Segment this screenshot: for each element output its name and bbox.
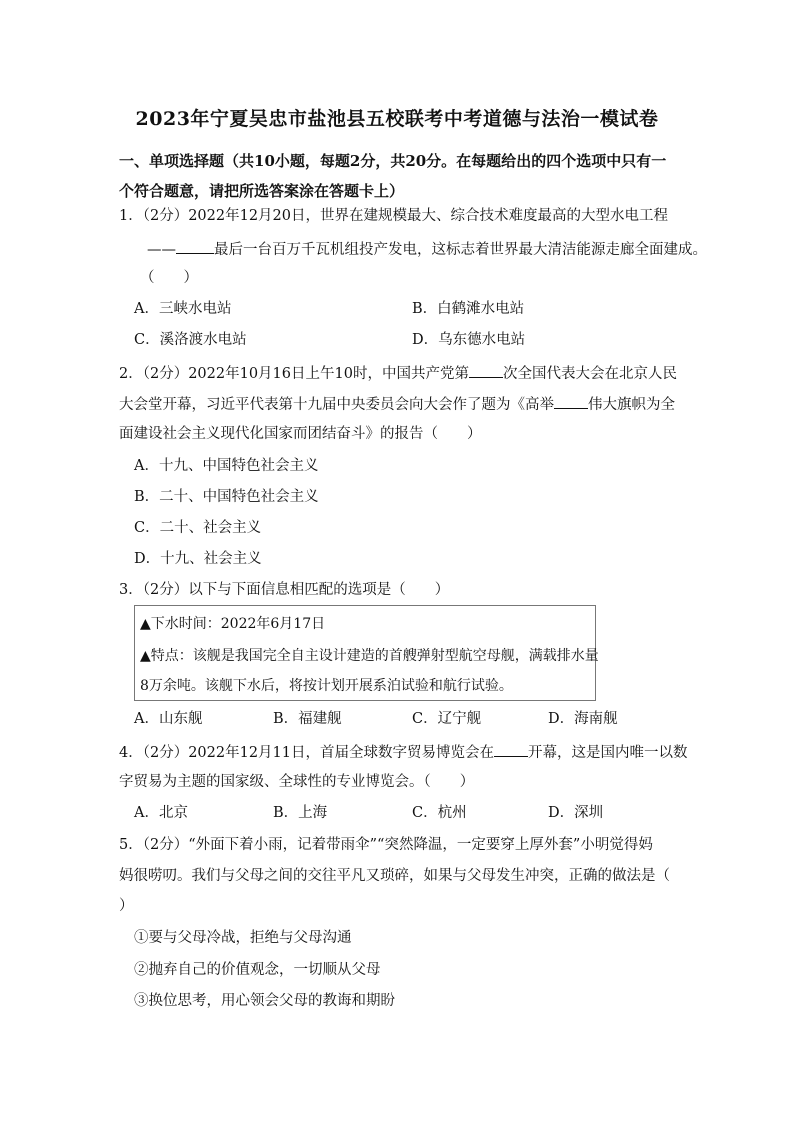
q4-blank xyxy=(494,741,528,757)
q1-line-3: （ ） xyxy=(140,270,198,286)
q2-option-d[interactable]: D．十九、社会主义 xyxy=(134,551,262,567)
q4-option-a[interactable]: A．北京 xyxy=(134,805,188,821)
q4-line-1-text-a: 4．（2分）2022年12月11日，首届全球数字贸易博览会在 xyxy=(119,745,495,761)
q5-line-3: ） xyxy=(119,898,134,914)
q2-line-3: 面建设社会主义现代化国家而团结奋斗》的报告（ ） xyxy=(119,426,482,442)
q1-line-2 xyxy=(147,238,707,260)
q1-option-b[interactable]: B．白鹤滩水电站 xyxy=(412,301,525,317)
q1-line-1: 1．（2分）2022年12月20日，世界在建规模最大、综合技术难度最高的大型水电工程 xyxy=(119,208,669,224)
q4-line-2: 字贸易为主题的国家级、全球性的专业博览会。（ ） xyxy=(119,774,475,790)
page-title: 2023年宁夏吴忠市盐池县五校联考中考道德与法治一模试卷 xyxy=(135,108,659,130)
q5-statement-1: ①要与父母冷战，拒绝与父母沟通 xyxy=(134,930,352,946)
q2-line-1-text-b: 次全国代表大会在北京人民 xyxy=(502,366,677,382)
q4-line-1 xyxy=(119,741,688,763)
q2-option-a[interactable]: A．十九、中国特色社会主义 xyxy=(134,458,319,474)
q2-line-2 xyxy=(119,393,675,415)
q2-option-c[interactable]: C．二十、社会主义 xyxy=(134,520,262,536)
q2-blank-2 xyxy=(554,393,588,409)
q2-line-2-text-a: 大会堂开幕，习近平代表第十九届中央委员会向大会作了题为《高举 xyxy=(119,397,554,413)
q2-option-b[interactable]: B．二十、中国特色社会主义 xyxy=(134,489,319,505)
q5-statement-2: ②抛弃自己的价值观念，一切顺从父母 xyxy=(134,962,381,978)
q2-line-2-text-b: 伟大旗帜为全 xyxy=(588,397,675,413)
q1-dash: —— xyxy=(147,242,176,258)
q1-option-d[interactable]: D．乌东德水电站 xyxy=(412,332,526,348)
q4-option-d[interactable]: D．深圳 xyxy=(548,805,604,821)
q1-line-2-text: 最后一台百万千瓦机组投产发电，这标志着世界最大清洁能源走廊全面建成。 xyxy=(214,242,707,258)
q1-option-c[interactable]: C．溪洛渡水电站 xyxy=(134,332,247,348)
q5-line-1: 5．（2分）“外面下着小雨，记着带雨伞”“突然降温，一定要穿上厚外套”小明觉得妈 xyxy=(119,837,653,853)
q2-blank-1 xyxy=(469,362,503,378)
q3-option-c[interactable]: C．辽宁舰 xyxy=(412,711,482,727)
info-box-line-1: ▲下水时间：2022年6月17日 xyxy=(140,616,326,632)
q3-option-d[interactable]: D．海南舰 xyxy=(548,711,618,727)
section-heading: 一、单项选择题（共10小题，每题2分，共20分。在每题给出的四个选项中只有一个符合题意，请把所选答案涂在答题卡上） xyxy=(119,152,667,200)
q3-option-a[interactable]: A．山东舰 xyxy=(134,711,203,727)
info-box xyxy=(134,605,599,701)
q5-line-2: 妈很唠叨。我们与父母之间的交往平凡又琐碎，如果与父母发生冲突，正确的做法是（ xyxy=(119,868,670,884)
info-box-line-2: ▲特点：该舰是我国完全自主设计建造的首艘弹射型航空母舰，满载排水量 xyxy=(140,648,599,664)
q4-line-1-text-b: 开幕，这是国内唯一以数 xyxy=(528,745,688,761)
q2-line-1 xyxy=(119,362,677,384)
q4-option-b[interactable]: B．上海 xyxy=(273,805,328,821)
q4-option-c[interactable]: C．杭州 xyxy=(412,805,467,821)
q1-option-a[interactable]: A．三峡水电站 xyxy=(134,301,232,317)
q5-statement-3: ③换位思考，用心领会父母的教诲和期盼 xyxy=(134,993,395,1009)
q1-blank xyxy=(176,238,214,254)
q3-option-b[interactable]: B．福建舰 xyxy=(273,711,342,727)
q3-line-1: 3．（2分）以下与下面信息相匹配的选项是（ ） xyxy=(119,582,450,598)
info-box-line-3: 8万余吨。该舰下水后，将按计划开展系泊试验和航行试验。 xyxy=(140,678,513,694)
q2-line-1-text-a: 2．（2分）2022年10月16日上午10时，中国共产党第 xyxy=(119,366,469,382)
